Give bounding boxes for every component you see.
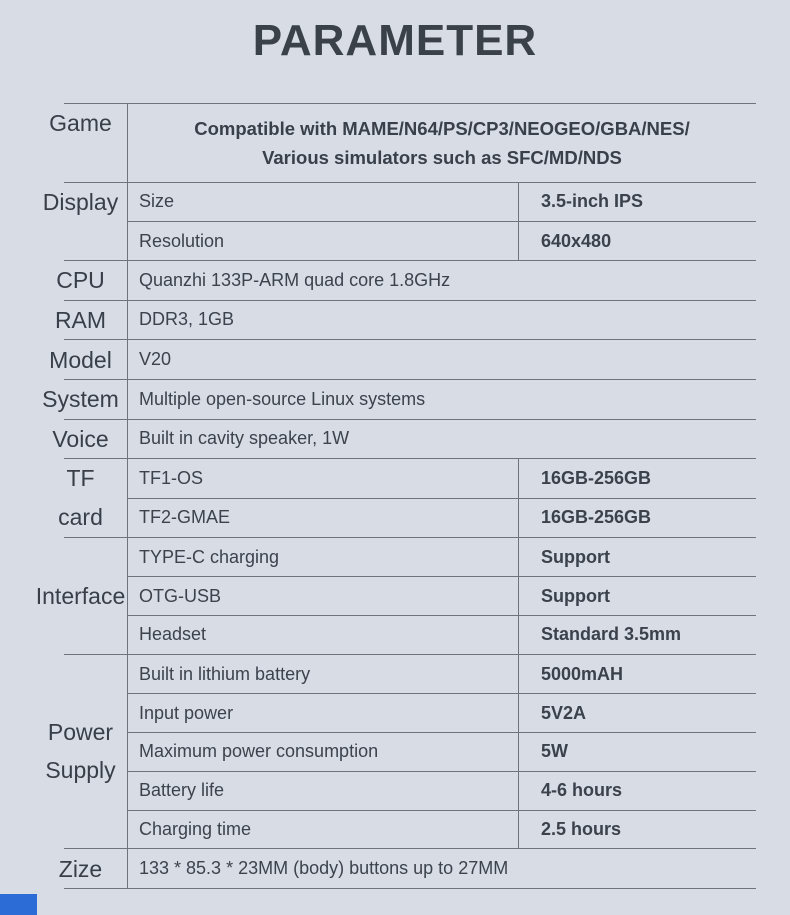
group-model [49, 340, 756, 380]
group-size [58, 849, 756, 889]
table-row [128, 538, 756, 577]
group-tf-card [58, 459, 756, 537]
group-label-cell [52, 420, 128, 459]
group-label-cell [49, 104, 128, 182]
spec-name: OTG-USB [139, 585, 222, 606]
group-interface [35, 538, 756, 655]
spec-value: Support [518, 538, 756, 577]
spec-name: Built in lithium battery [139, 663, 311, 684]
spec-name: Charging time [139, 818, 252, 839]
spec-name: Battery life [139, 780, 225, 801]
spec-value: 2.5 hours [518, 811, 756, 849]
spec-table [35, 103, 756, 889]
spec-name: 133 * 85.3 * 23MM (body) buttons up to 27MM [139, 858, 509, 879]
group-label-line-2: card [58, 504, 103, 530]
spec-value: Standard 3.5mm [518, 616, 756, 654]
spec-name: Multiple open-source Linux systems [139, 388, 426, 409]
table-row [128, 771, 756, 810]
group-label [33, 655, 128, 848]
group-label: RAM [54, 306, 107, 333]
game-compat-line-2: Various simulators such as SFC/MD/NDS [262, 146, 622, 168]
group-label-cell [49, 340, 128, 379]
group-label-line-2: Supply [45, 757, 116, 784]
group-cpu [56, 261, 756, 301]
group-label: CPU [56, 267, 105, 294]
spec-value: 5V2A [518, 694, 756, 732]
spec-value: 5000mAH [518, 655, 756, 694]
game-compat-line-1: Compatible with MAME/N64/PS/CP3/NEOGEO/GBA/NES/ [194, 117, 690, 139]
spec-name: TF2-GMAE [139, 507, 231, 528]
group-system [42, 380, 756, 420]
table-row [128, 498, 756, 537]
group-label-cell [42, 183, 128, 260]
game-compatibility-text [128, 104, 756, 182]
group-label: Interface [35, 582, 126, 609]
spec-value: 4-6 hours [518, 772, 756, 810]
group-label: Voice [52, 425, 109, 452]
group-label-cell [58, 459, 128, 536]
group-power-supply [45, 655, 756, 849]
table-row [128, 732, 756, 771]
table-row [128, 693, 756, 732]
table-row [128, 849, 756, 888]
table-row [128, 810, 756, 849]
spec-name: Maximum power consumption [139, 741, 379, 762]
table-row [128, 655, 756, 694]
spec-value: Support [518, 577, 756, 615]
group-ram [54, 301, 756, 341]
group-label: Zize [58, 855, 103, 882]
table-row [128, 301, 756, 340]
spec-value: 16GB-256GB [518, 459, 756, 498]
group-label-line-1: Power [47, 718, 114, 745]
spec-value: 5W [518, 733, 756, 771]
spec-name: Size [139, 191, 175, 212]
group-label-line-1: TF [66, 465, 95, 492]
group-label [33, 459, 128, 536]
page-title: PARAMETER [252, 16, 538, 65]
spec-name: TYPE-C charging [139, 546, 280, 567]
group-label-cell [35, 538, 128, 654]
corner-accent-bar [0, 894, 37, 915]
table-row [128, 380, 756, 419]
group-label: System [42, 386, 119, 413]
table-row [128, 221, 756, 260]
spec-value: 640x480 [518, 222, 756, 260]
spec-name: Quanzhi 133P-ARM quad core 1.8GHz [139, 269, 451, 290]
group-label: Model [49, 346, 112, 373]
group-label-cell [54, 301, 128, 340]
spec-value: 16GB-256GB [518, 499, 756, 537]
spec-name: Input power [139, 702, 234, 723]
table-row [128, 615, 756, 654]
table-row [128, 340, 756, 379]
spec-name: TF1-OS [139, 468, 204, 489]
group-game [49, 104, 756, 183]
table-row [128, 576, 756, 615]
spec-name: Built in cavity speaker, 1W [139, 428, 350, 449]
table-row [128, 459, 756, 498]
group-label-cell [58, 849, 128, 888]
spec-name: DDR3, 1GB [139, 309, 235, 330]
group-label: Display [42, 188, 119, 215]
spec-value: 3.5-inch IPS [518, 183, 756, 222]
spec-name: Headset [139, 624, 207, 645]
spec-name: V20 [139, 349, 172, 370]
table-row [128, 261, 756, 300]
group-label-cell [56, 261, 128, 300]
group-label: Game [49, 110, 112, 137]
group-voice [52, 420, 756, 460]
spec-name: Resolution [139, 230, 225, 251]
group-label-cell [45, 655, 128, 848]
group-label-cell [42, 380, 128, 419]
group-display [42, 183, 756, 261]
table-row [128, 420, 756, 459]
table-row [128, 183, 756, 222]
